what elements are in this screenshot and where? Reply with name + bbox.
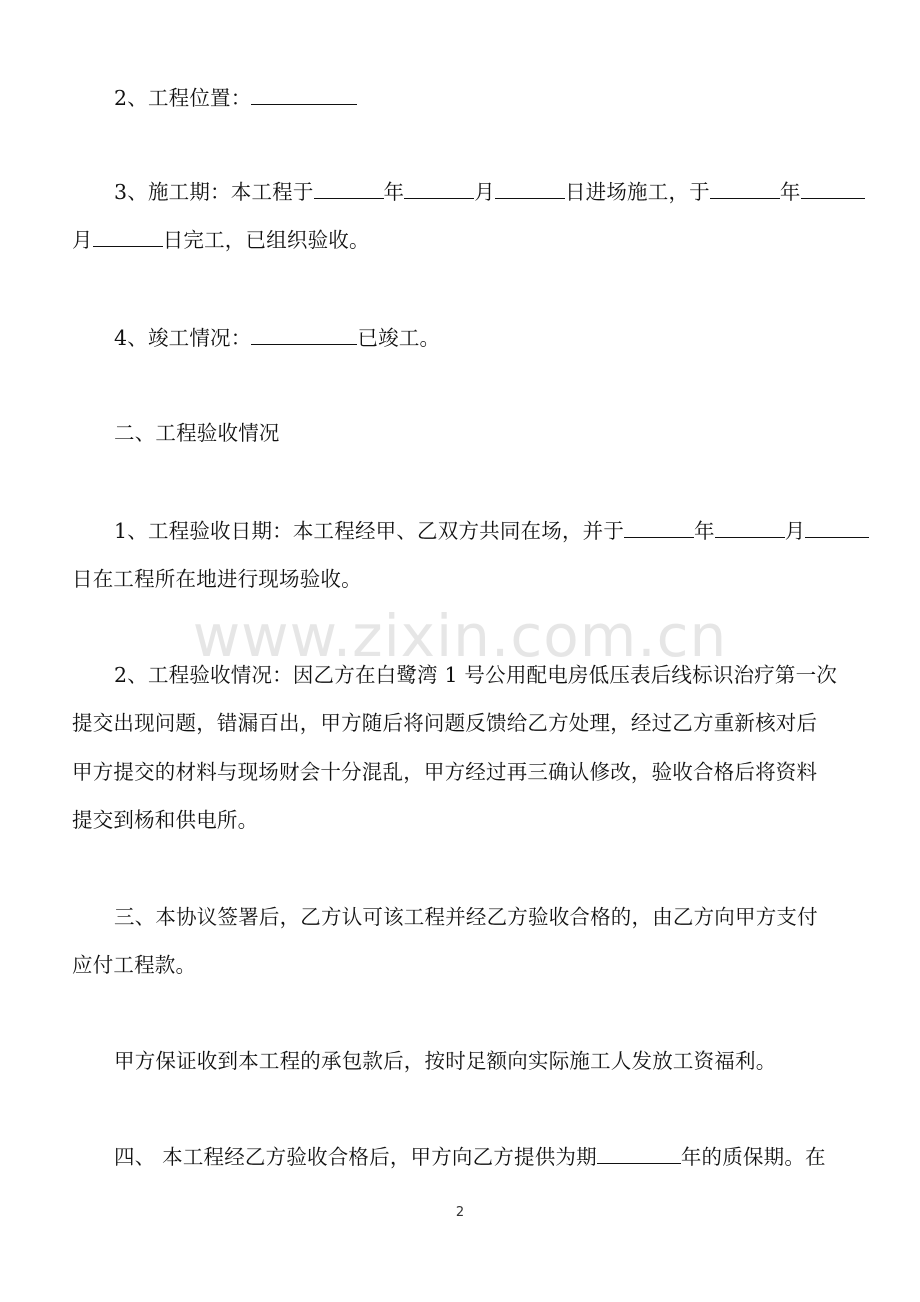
item-construction-period-cont [72, 225, 850, 255]
paragraph-line: 甲方提交的材料与现场财会十分混乱，甲方经过再三确认修改，验收合格后将资料 [72, 760, 818, 784]
item-acceptance-date-cont: 日在工程所在地进行现场验收。 [72, 567, 362, 591]
text-segment: 年 [383, 180, 405, 204]
section-heading-4 [114, 1142, 850, 1172]
text-segment: 年 [779, 180, 801, 204]
text-segment: 日进场施工，于 [564, 180, 710, 204]
end-day-blank [93, 228, 163, 247]
section-heading-2: 二、工程验收情况 [114, 421, 280, 445]
text-segment: 月 [474, 180, 495, 204]
accept-month-blank [715, 519, 785, 538]
item-acceptance-date [114, 516, 850, 546]
item-construction-period [114, 177, 850, 207]
text-segment: 4、竣工情况： [114, 326, 252, 350]
text-segment: 3、施工期：本工程于 [114, 180, 314, 204]
start-month-blank [404, 180, 474, 199]
item-acceptance-status: 2、工程验收情况：因乙方在白鹭湾 1 号公用配电房低压表后线标识治疗第一次 [114, 663, 838, 687]
location-blank [251, 86, 357, 105]
completion-blank [251, 326, 357, 345]
start-year-blank [314, 180, 384, 199]
text-segment: 月 [784, 519, 806, 543]
text-segment: 已竣工。 [357, 326, 441, 350]
item-location [114, 83, 850, 113]
text-segment: 月 [72, 228, 93, 252]
paragraph-line: 提交出现问题，错漏百出，甲方随后将问题反馈给乙方处理，经过乙方重新核对后 [72, 711, 818, 735]
watermark: www.zixin.com.cn [192, 602, 728, 670]
text-segment: 年的质保期。在 [680, 1145, 826, 1169]
start-day-blank [495, 180, 565, 199]
text-segment: 日完工，已组织验收。 [162, 228, 370, 252]
text-segment: 1、工程验收日期：本工程经甲、乙双方共同在场，并于 [114, 519, 625, 543]
paragraph-line: 应付工程款。 [72, 953, 197, 977]
accept-year-blank [624, 519, 694, 538]
warranty-years-blank [597, 1145, 681, 1164]
end-year-blank [710, 180, 780, 199]
item-location-label: 2、工程位置： [114, 86, 252, 110]
page-number: 2 [455, 1205, 465, 1220]
text-segment: 年 [694, 519, 715, 543]
guarantee-paragraph: 甲方保证收到本工程的承包款后，按时足额向实际施工人发放工资福利。 [114, 1049, 777, 1073]
accept-day-blank [805, 519, 869, 538]
text-segment: 四、 本工程经乙方验收合格后，甲方向乙方提供为期 [114, 1145, 597, 1169]
paragraph-line: 提交到杨和供电所。 [72, 808, 259, 832]
section-heading-3: 三、本协议签署后，乙方认可该工程并经乙方验收合格的，由乙方向甲方支付 [114, 905, 818, 929]
end-month-blank [801, 180, 865, 199]
item-completion [114, 323, 850, 353]
